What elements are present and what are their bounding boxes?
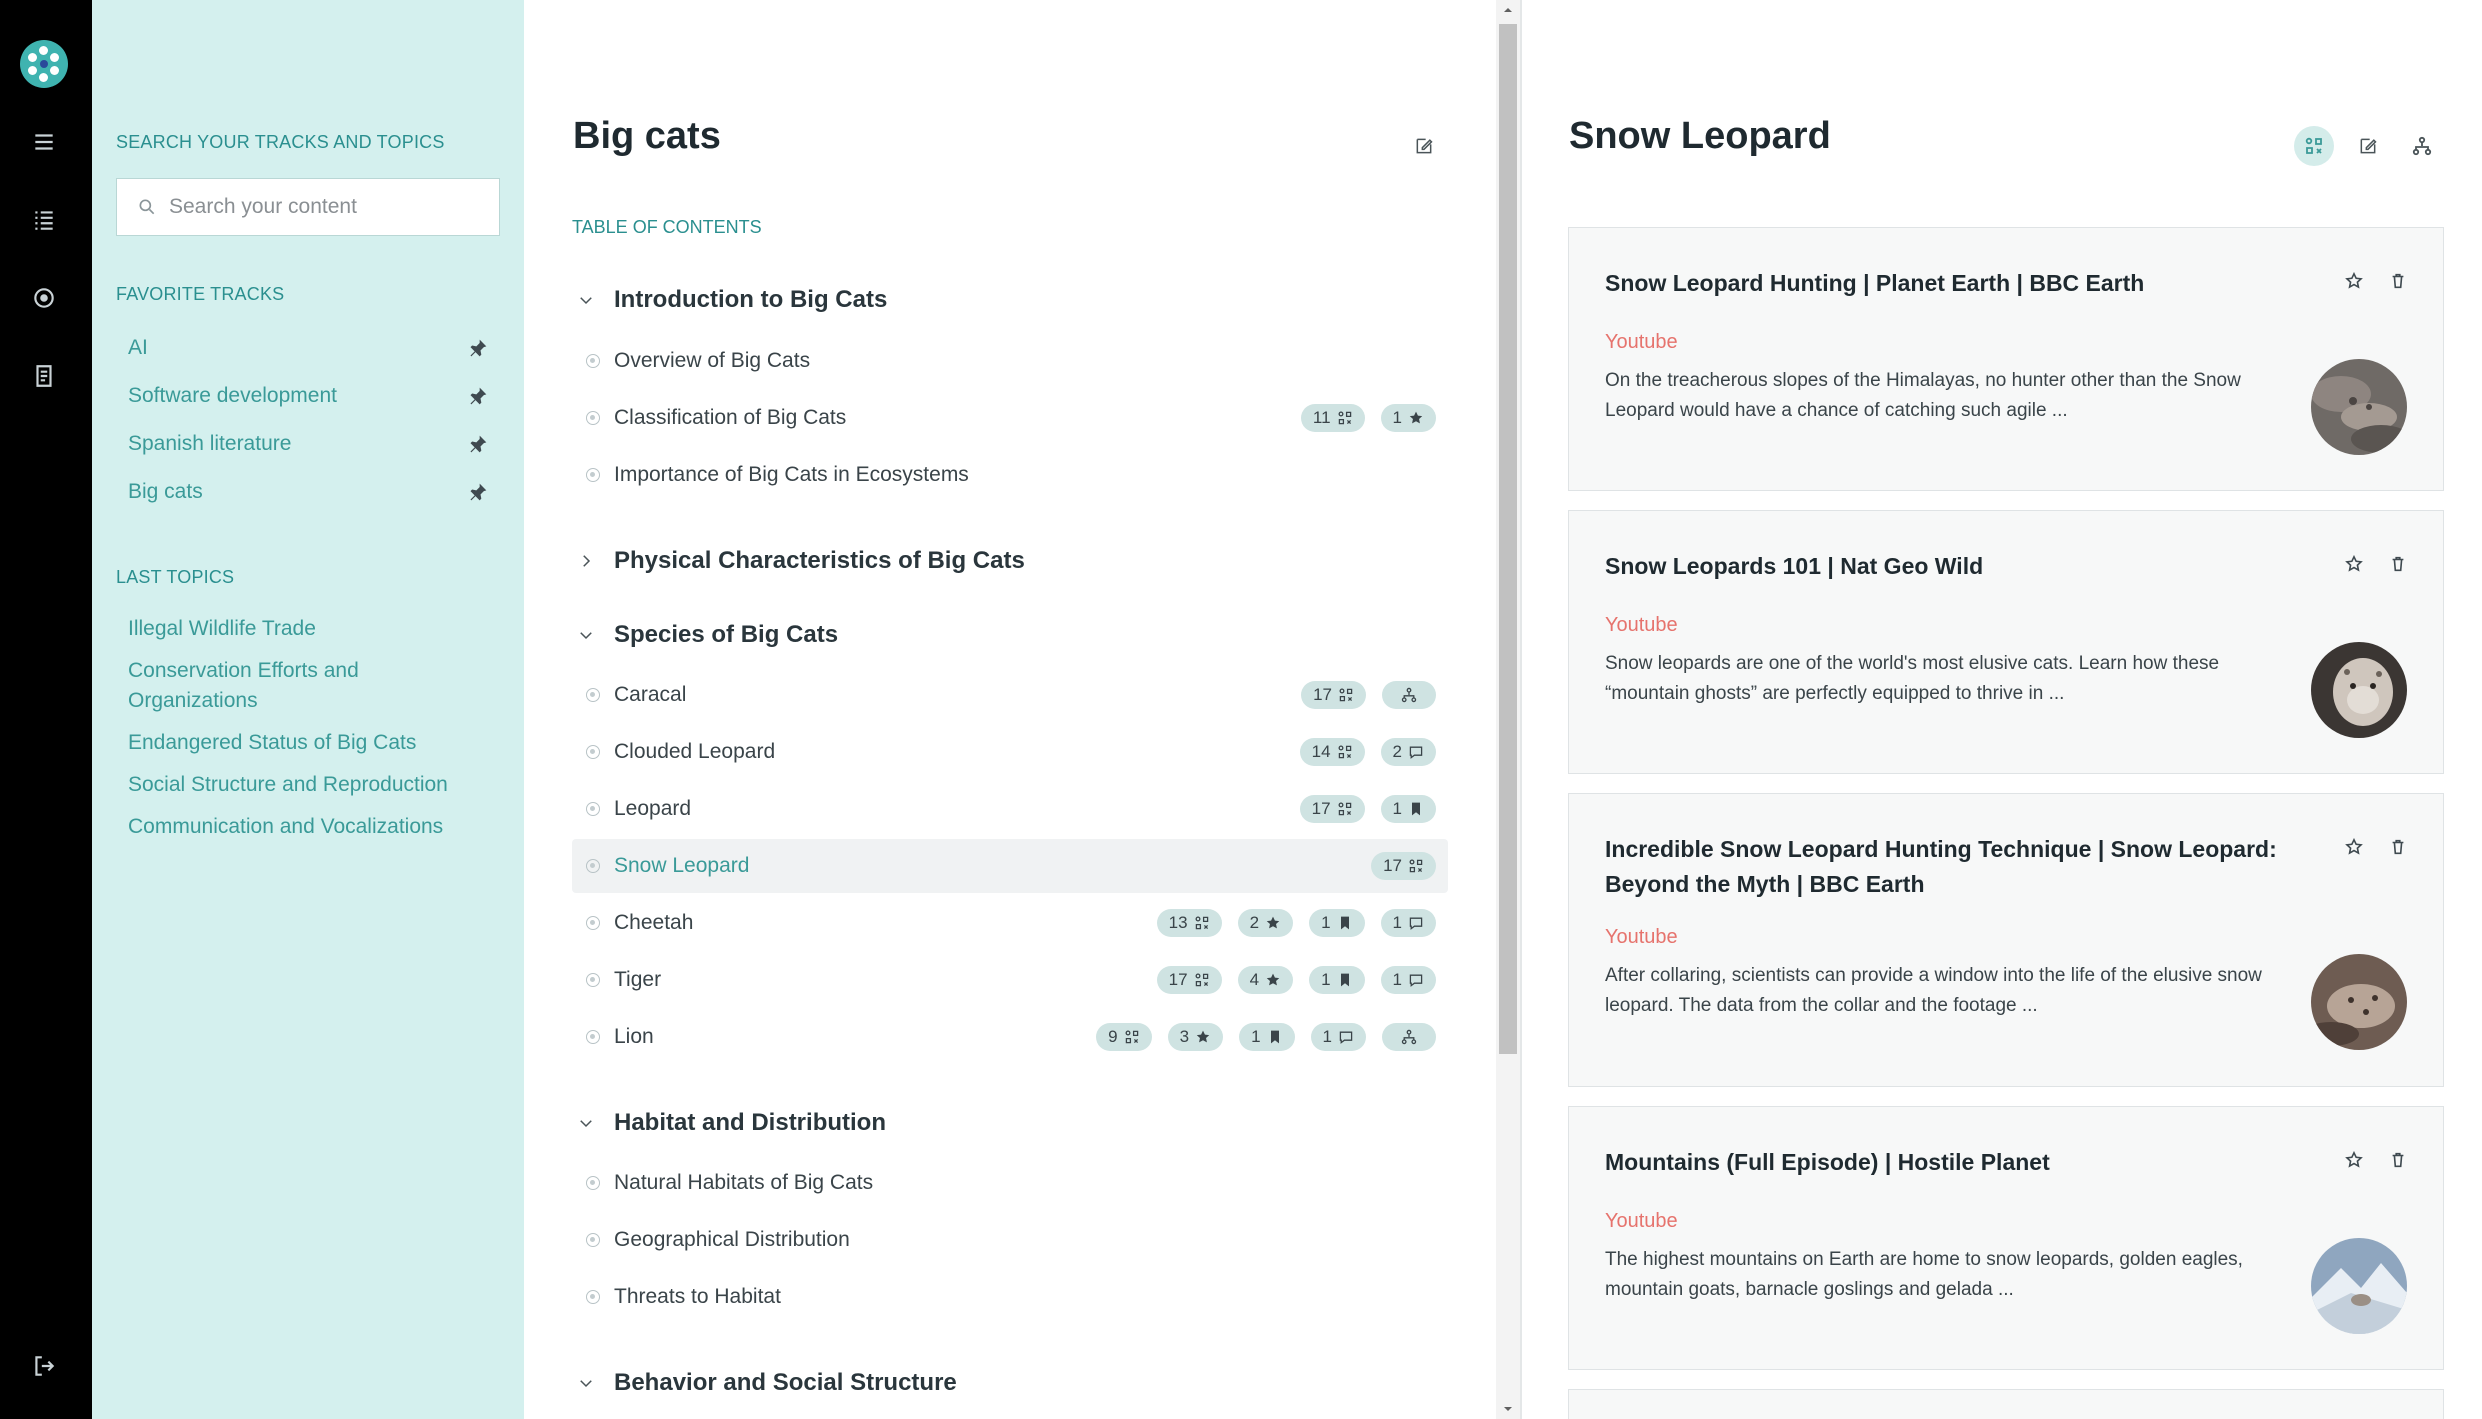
star-icon[interactable] bbox=[2345, 272, 2369, 296]
chevron-down-icon[interactable] bbox=[572, 621, 600, 649]
resource-description: The highest mountains on Earth are home to snow leopards, golden eagles, mountain goats, barnacle goslings and gelada ... bbox=[1605, 1249, 2243, 1300]
resources-badge[interactable]: 11 bbox=[1301, 404, 1365, 432]
topic-panel bbox=[1522, 0, 2482, 1419]
resource-card[interactable] bbox=[1568, 510, 2444, 774]
resources-badge[interactable]: 14 bbox=[1300, 738, 1365, 766]
resources-icon bbox=[1408, 858, 1424, 874]
star-icon bbox=[1265, 915, 1281, 931]
edit-icon[interactable] bbox=[1414, 136, 1436, 158]
chevron-down-icon[interactable] bbox=[572, 1109, 600, 1137]
topic-row[interactable]: Tiger 17 4 1 1 bbox=[572, 953, 1448, 1007]
resource-thumbnail[interactable] bbox=[2311, 359, 2407, 455]
resources-badge[interactable]: 17 bbox=[1157, 966, 1222, 994]
app-logo[interactable] bbox=[20, 40, 68, 88]
pin-icon[interactable] bbox=[468, 338, 488, 358]
last-topic-link[interactable]: Conservation Efforts and Organizations bbox=[128, 659, 359, 712]
section-header[interactable]: Species of Big Cats bbox=[572, 621, 838, 649]
delete-icon[interactable] bbox=[2389, 838, 2413, 862]
topic-row-selected[interactable]: Snow Leopard 17 bbox=[572, 839, 1448, 893]
resource-card[interactable] bbox=[1568, 1106, 2444, 1370]
mindmap-badge[interactable] bbox=[1382, 1023, 1436, 1051]
bookmark-icon bbox=[1337, 972, 1353, 988]
resource-source: Youtube bbox=[1605, 926, 1678, 948]
pin-icon[interactable] bbox=[468, 482, 488, 502]
favorites-label: FAVORITE TRACKS bbox=[116, 284, 285, 304]
bookmarks-badge[interactable]: 1 bbox=[1381, 795, 1436, 823]
resources-icon bbox=[1194, 972, 1210, 988]
favorites-badge[interactable]: 1 bbox=[1381, 404, 1436, 432]
comment-icon bbox=[1408, 915, 1424, 931]
bullet-icon bbox=[586, 745, 600, 759]
resource-card[interactable] bbox=[1568, 227, 2444, 491]
resources-badge[interactable]: 17 bbox=[1300, 795, 1365, 823]
search-icon bbox=[137, 197, 157, 217]
resources-badge[interactable]: 9 bbox=[1096, 1023, 1151, 1051]
topic-row[interactable]: Geographical Distribution bbox=[572, 1213, 1448, 1267]
resources-badge[interactable]: 17 bbox=[1301, 681, 1366, 709]
resource-source: Youtube bbox=[1605, 331, 1678, 353]
star-icon bbox=[1195, 1029, 1211, 1045]
last-topic-link[interactable]: Communication and Vocalizations bbox=[128, 815, 444, 838]
star-icon bbox=[1265, 972, 1281, 988]
favorites-badge[interactable]: 2 bbox=[1238, 909, 1293, 937]
bullet-icon bbox=[586, 916, 600, 930]
star-icon[interactable] bbox=[2345, 1151, 2369, 1175]
section-header[interactable]: Behavior and Social Structure bbox=[572, 1369, 957, 1397]
bullet-icon bbox=[586, 354, 600, 368]
bullet-icon bbox=[586, 468, 600, 482]
scrollbar[interactable] bbox=[1496, 0, 1520, 1419]
topic-title: Snow Leopard bbox=[1569, 115, 1831, 157]
resource-thumbnail[interactable] bbox=[2311, 954, 2407, 1050]
resources-icon bbox=[1124, 1029, 1140, 1045]
resource-description: On the treacherous slopes of the Himalayas, no hunter other than the Snow Leopard would have a chance of catching such agile ... bbox=[1605, 370, 2241, 421]
topic-row[interactable]: Caracal 17 bbox=[572, 668, 1448, 722]
bullet-icon bbox=[586, 1290, 600, 1304]
resource-title[interactable]: Snow Leopards 101 | Nat Geo Wild bbox=[1605, 553, 1984, 579]
search-input[interactable] bbox=[169, 195, 469, 219]
comments-badge[interactable]: 2 bbox=[1381, 738, 1436, 766]
target-icon[interactable] bbox=[26, 280, 62, 316]
delete-icon[interactable] bbox=[2389, 272, 2413, 296]
resource-card[interactable] bbox=[1568, 1389, 2444, 1419]
edit-icon[interactable] bbox=[2348, 126, 2388, 166]
mindmap-badge[interactable] bbox=[1382, 681, 1436, 709]
star-icon[interactable] bbox=[2345, 555, 2369, 579]
pin-icon[interactable] bbox=[468, 434, 488, 454]
resource-thumbnail[interactable] bbox=[2311, 642, 2407, 738]
bookmarks-badge[interactable]: 1 bbox=[1309, 966, 1364, 994]
topic-row[interactable]: Cheetah 13 2 1 1 bbox=[572, 896, 1448, 950]
logout-icon[interactable] bbox=[26, 1348, 62, 1384]
resource-description: After collaring, scientists can provide a window into the life of the elusive snow leopard. The data from the collar and the footage ... bbox=[1605, 965, 2262, 1016]
resources-view-icon[interactable] bbox=[2294, 126, 2334, 166]
last-topic-link[interactable]: Social Structure and Reproduction bbox=[128, 773, 448, 796]
section-header[interactable]: Physical Characteristics of Big Cats bbox=[572, 547, 1025, 575]
bookmarks-badge[interactable]: 1 bbox=[1309, 909, 1364, 937]
bookmark-icon bbox=[1408, 801, 1424, 817]
favorites-badge[interactable]: 4 bbox=[1238, 966, 1293, 994]
mindmap-icon[interactable] bbox=[2402, 126, 2442, 166]
favorite-track[interactable]: AI bbox=[128, 328, 488, 368]
comment-icon bbox=[1408, 744, 1424, 760]
last-topic-link[interactable]: Endangered Status of Big Cats bbox=[128, 731, 417, 754]
bookmark-icon bbox=[1337, 915, 1353, 931]
track-title: Big cats bbox=[573, 115, 721, 157]
comment-icon bbox=[1408, 972, 1424, 988]
resource-title[interactable]: Incredible Snow Leopard Hunting Technique | Snow Leopard: Beyond the Myth | BBC Earth bbox=[1605, 836, 2277, 897]
section-header[interactable]: Habitat and Distribution bbox=[572, 1109, 886, 1137]
search-box[interactable] bbox=[116, 178, 500, 236]
resources-badge[interactable]: 17 bbox=[1371, 852, 1436, 880]
chevron-down-icon[interactable] bbox=[572, 286, 600, 314]
scroll-up-icon[interactable] bbox=[1502, 4, 1514, 16]
favorite-track[interactable]: Software development bbox=[128, 376, 488, 416]
star-icon bbox=[1408, 410, 1424, 426]
list-icon[interactable] bbox=[26, 202, 62, 238]
bookmarks-badge[interactable]: 1 bbox=[1239, 1023, 1294, 1051]
topic-row[interactable]: Classification of Big Cats 11 1 bbox=[572, 391, 1448, 445]
resources-icon bbox=[1337, 410, 1353, 426]
comments-badge[interactable]: 1 bbox=[1311, 1023, 1366, 1051]
topic-row[interactable]: Natural Habitats of Big Cats bbox=[572, 1156, 1448, 1210]
favorites-badge[interactable]: 3 bbox=[1168, 1023, 1223, 1051]
comments-badge[interactable]: 1 bbox=[1381, 966, 1436, 994]
resource-title[interactable]: Mountains (Full Episode) | Hostile Planet bbox=[1605, 1149, 2050, 1175]
comments-badge[interactable]: 1 bbox=[1381, 909, 1436, 937]
resource-source: Youtube bbox=[1605, 1210, 1678, 1232]
resource-description: Snow leopards are one of the world's most elusive cats. Learn how these “mountain ghosts” are perfectly equipped to thrive in ... bbox=[1605, 653, 2220, 704]
search-section-label: SEARCH YOUR TRACKS AND TOPICS bbox=[116, 132, 445, 152]
resource-thumbnail[interactable] bbox=[2311, 1238, 2407, 1334]
bookmark-icon bbox=[1267, 1029, 1283, 1045]
mindmap-icon bbox=[1401, 1029, 1417, 1045]
delete-icon[interactable] bbox=[2389, 555, 2413, 579]
star-icon[interactable] bbox=[2345, 838, 2369, 862]
favorite-track[interactable]: Spanish literature bbox=[128, 424, 488, 464]
last-topics-label: LAST TOPICS bbox=[116, 567, 235, 587]
chevron-right-icon[interactable] bbox=[572, 547, 600, 575]
topic-row[interactable]: Clouded Leopard 14 2 bbox=[572, 725, 1448, 779]
resources-icon bbox=[1194, 915, 1210, 931]
topic-row[interactable]: Lion 9 3 1 1 bbox=[572, 1010, 1448, 1064]
bullet-icon bbox=[586, 802, 600, 816]
comment-icon bbox=[1338, 1029, 1354, 1045]
topic-row[interactable]: Threats to Habitat bbox=[572, 1270, 1448, 1324]
pin-icon[interactable] bbox=[468, 386, 488, 406]
resource-source: Youtube bbox=[1605, 614, 1678, 636]
bullet-icon bbox=[586, 411, 600, 425]
section-header[interactable]: Introduction to Big Cats bbox=[572, 286, 887, 314]
topic-row[interactable]: Overview of Big Cats bbox=[572, 334, 1448, 388]
bullet-icon bbox=[586, 1176, 600, 1190]
last-topic-link[interactable]: Illegal Wildlife Trade bbox=[128, 617, 316, 640]
mindmap-icon bbox=[1401, 687, 1417, 703]
menu-icon[interactable] bbox=[26, 124, 62, 160]
chevron-down-icon[interactable] bbox=[572, 1369, 600, 1397]
bullet-icon bbox=[586, 973, 600, 987]
bullet-icon bbox=[586, 859, 600, 873]
topic-row[interactable]: Importance of Big Cats in Ecosystems bbox=[572, 448, 1448, 502]
sidebar bbox=[92, 0, 524, 1419]
document-icon[interactable] bbox=[26, 358, 62, 394]
track-panel bbox=[524, 0, 1520, 1419]
bullet-icon bbox=[586, 1030, 600, 1044]
resources-badge[interactable]: 13 bbox=[1157, 909, 1222, 937]
favorite-track[interactable]: Big cats bbox=[128, 472, 488, 512]
delete-icon[interactable] bbox=[2389, 1151, 2413, 1175]
topic-row[interactable]: Leopard 17 1 bbox=[572, 782, 1448, 836]
resources-icon bbox=[1337, 801, 1353, 817]
resource-card[interactable] bbox=[1568, 793, 2444, 1087]
resource-title[interactable]: Snow Leopard Hunting | Planet Earth | BBC Earth bbox=[1605, 270, 2145, 296]
resources-icon bbox=[1338, 687, 1354, 703]
scroll-down-icon[interactable] bbox=[1502, 1403, 1514, 1415]
icon-rail bbox=[0, 0, 92, 1419]
resources-icon bbox=[1337, 744, 1353, 760]
scrollbar-thumb[interactable] bbox=[1499, 24, 1517, 1054]
bullet-icon bbox=[586, 1233, 600, 1247]
toc-label: TABLE OF CONTENTS bbox=[572, 217, 762, 237]
bullet-icon bbox=[586, 688, 600, 702]
